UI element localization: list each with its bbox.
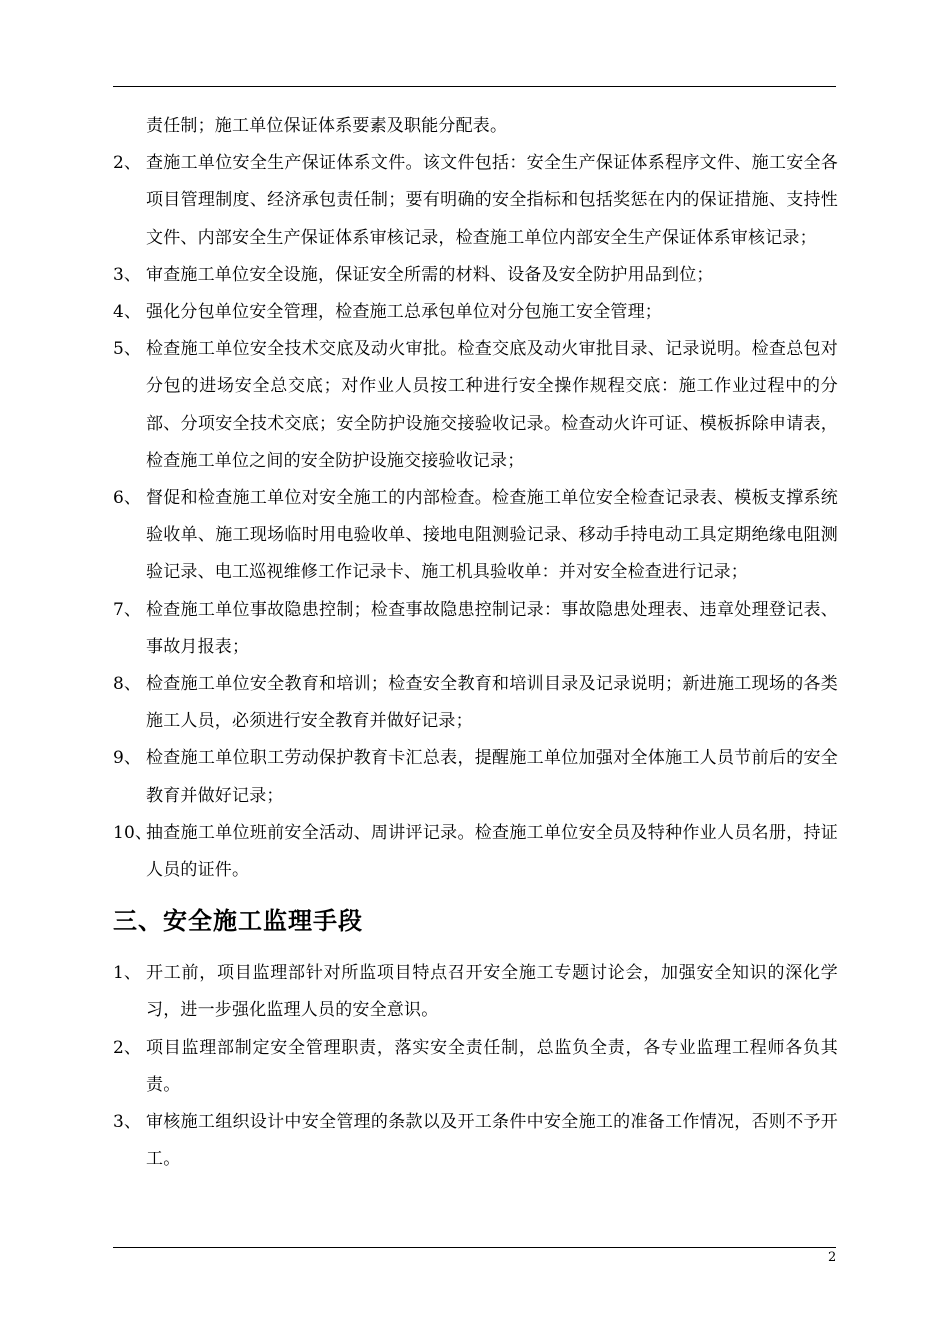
item-text: 检查施工单位安全教育和培训；检查安全教育和培训目录及记录说明；新进施工现场的各类施工人员，必须进行安全教育并做好记录； [146, 674, 838, 732]
item-number: 6、 [113, 488, 142, 509]
item-text: 项目监理部制定安全管理职责，落实安全责任制，总监负全责，各专业监理工程师各负其责。 [146, 1037, 838, 1095]
list-item [113, 145, 838, 257]
item-text: 审查施工单位安全设施，保证安全所需的材料、设备及安全防护用品到位； [146, 264, 714, 285]
list-item [113, 955, 838, 1029]
list-item [113, 740, 838, 814]
list-item [113, 1104, 838, 1178]
document-body [113, 108, 838, 1178]
list-item [113, 1030, 838, 1104]
item-number: 5、 [113, 339, 142, 360]
footer-rule [113, 1247, 836, 1248]
item-text: 督促和检查施工单位对安全施工的内部检查。检查施工单位安全检查记录表、模板支撑系统验收单、施工现场临时用电验收单、接地电阻测验记录、移动手持电动工具定期绝缘电阻测验记录、电工巡视维修工作记录卡、施工机具验收单：并对安全检查进行记录； [146, 488, 838, 583]
item-number: 1、 [113, 963, 142, 984]
list-item [113, 331, 838, 480]
inspection-list [113, 108, 838, 889]
item-text: 检查施工单位安全技术交底及动火审批。检查交底及动火审批目录、记录说明。检查总包对分包的进场安全总交底；对作业人员按工种进行安全操作规程交底：施工作业过程中的分部、分项安全技术交底；安全防护设施交接验收记录。检查动火许可证、模板拆除申请表，检查施工单位之间的安全防护设施交接验收记录； [146, 339, 838, 471]
item-text: 责任制；施工单位保证体系要素及职能分配表。 [146, 116, 508, 136]
list-item [113, 294, 838, 331]
item-text: 抽查施工单位班前安全活动、周讲评记录。检查施工单位安全员及特种作业人员名册，持证人员的证件。 [146, 822, 838, 881]
section-heading: 三、安全施工监理手段 [113, 907, 363, 936]
item-number: 3、 [113, 264, 142, 285]
item-text: 审核施工组织设计中安全管理的条款以及开工条件中安全施工的准备工作情况，否则不予开工。 [146, 1112, 838, 1170]
item-number: 3、 [113, 1112, 142, 1133]
item-number: 9、 [113, 748, 142, 769]
item-number: 4、 [113, 302, 142, 323]
list-item [113, 108, 838, 145]
item-number: 2、 [113, 1037, 142, 1058]
list-item [113, 257, 838, 294]
item-text: 开工前，项目监理部针对所监项目特点召开安全施工专题讨论会，加强安全知识的深化学习，进一步强化监理人员的安全意识。 [146, 963, 838, 1021]
page-number: 2 [828, 1250, 837, 1265]
measures-list [113, 955, 838, 1178]
list-item [113, 592, 838, 666]
item-number: 7、 [113, 599, 142, 620]
item-text: 强化分包单位安全管理，检查施工总承包单位对分包施工安全管理； [146, 302, 662, 323]
item-number: 2、 [113, 153, 142, 174]
header-rule [113, 86, 836, 87]
item-text: 查施工单位安全生产保证体系文件。该文件包括：安全生产保证体系程序文件、施工安全各项目管理制度、经济承包责任制；要有明确的安全指标和包括奖惩在内的保证措施、支持性文件、内部安全生产保证体系审核记录，检查施工单位内部安全生产保证体系审核记录； [146, 153, 838, 248]
item-text: 检查施工单位事故隐患控制；检查事故隐患控制记录：事故隐患处理表、违章处理登记表、事故月报表； [146, 599, 838, 657]
list-item [113, 666, 838, 740]
item-number: 10、 [113, 822, 153, 843]
item-text: 检查施工单位职工劳动保护教育卡汇总表，提醒施工单位加强对全体施工人员节前后的安全教育并做好记录； [146, 748, 838, 806]
item-number: 8、 [113, 674, 142, 695]
list-item [113, 815, 838, 889]
list-item [113, 480, 838, 592]
